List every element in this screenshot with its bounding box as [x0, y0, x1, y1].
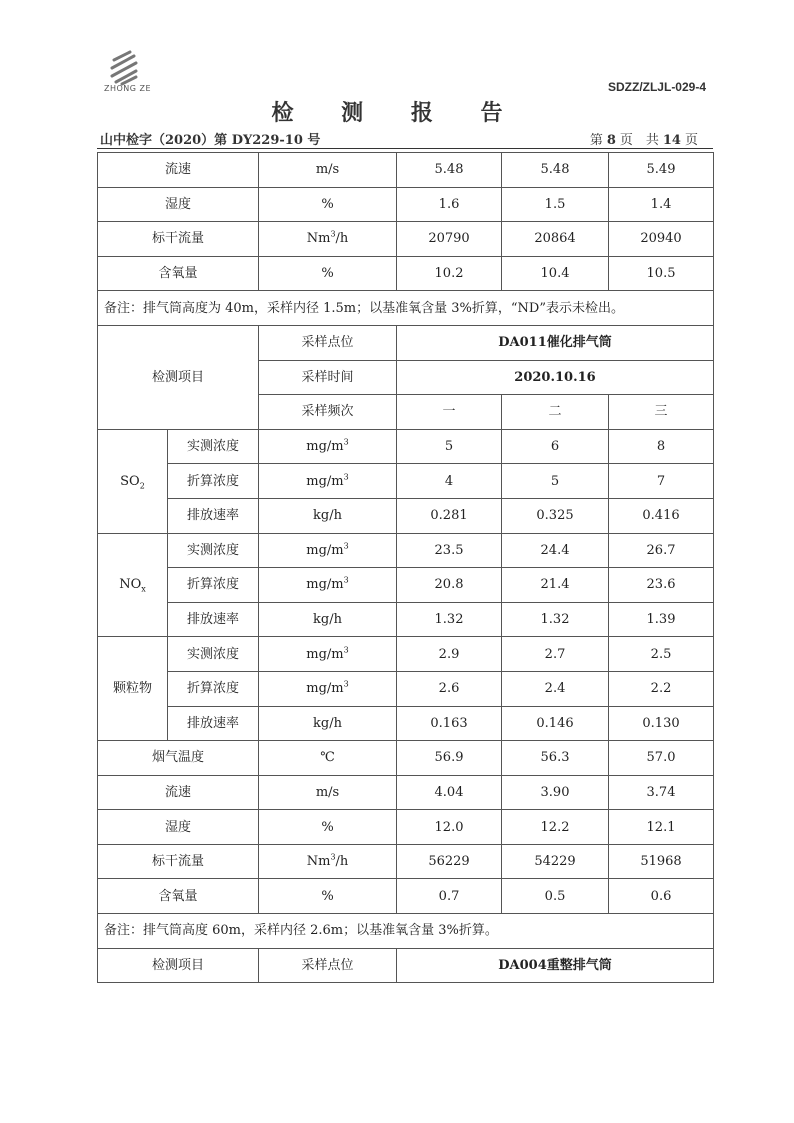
value-cell: 20864 [502, 222, 609, 257]
value-cell: 57.0 [609, 741, 714, 776]
unit-cell: ℃ [259, 741, 397, 776]
pollutant-nox: $NO_x$ [98, 533, 168, 637]
value-cell: 0.130 [609, 706, 714, 741]
value-cell: 10.2 [397, 256, 502, 291]
row-label: 烟气温度 [98, 741, 259, 776]
value-cell: 5 [397, 429, 502, 464]
value-cell: 3.74 [609, 775, 714, 810]
value-cell: 6 [502, 429, 609, 464]
metric-label: 排放速率 [168, 602, 259, 637]
table-row [98, 429, 714, 464]
value-cell: 51968 [609, 844, 714, 879]
value-cell: 3.90 [502, 775, 609, 810]
document-code: SDZZ/ZLJL-029-4 [607, 80, 706, 94]
value-cell: 10.4 [502, 256, 609, 291]
unit-cell: kg/h [259, 602, 397, 637]
unit-cell: Nm$^3$/h [259, 222, 397, 257]
value-cell: 12.2 [502, 810, 609, 845]
value-cell: 56229 [397, 844, 502, 879]
table-row [98, 291, 714, 326]
freq-label: 采样频次 [259, 395, 397, 430]
metric-label: 实测浓度 [168, 533, 259, 568]
freq-cell: 三 [609, 395, 714, 430]
table-row [98, 222, 714, 257]
value-cell: 2.9 [397, 637, 502, 672]
value-cell: 54229 [502, 844, 609, 879]
table-row [98, 914, 714, 949]
value-cell: 0.163 [397, 706, 502, 741]
table-row [98, 671, 714, 706]
table-row [98, 948, 714, 983]
unit-cell: m/s [259, 775, 397, 810]
value-cell: 2.7 [502, 637, 609, 672]
value-cell: 8 [609, 429, 714, 464]
value-cell: 0.146 [502, 706, 609, 741]
value-cell: 2.6 [397, 671, 502, 706]
time-label: 采样时间 [259, 360, 397, 395]
table-row [98, 464, 714, 499]
row-label: 流速 [98, 775, 259, 810]
value-cell: 1.39 [609, 602, 714, 637]
metric-label: 实测浓度 [168, 637, 259, 672]
table-row [98, 187, 714, 222]
table-row [98, 810, 714, 845]
table-row [98, 568, 714, 603]
value-cell: 1.6 [397, 187, 502, 222]
value-cell: 20790 [397, 222, 502, 257]
point-label: 采样点位 [259, 325, 397, 360]
table-row [98, 844, 714, 879]
value-cell: 0.325 [502, 498, 609, 533]
table-row [98, 775, 714, 810]
unit-cell: % [259, 879, 397, 914]
value-cell: 2.2 [609, 671, 714, 706]
unit-cell: % [259, 187, 397, 222]
value-cell: 56.3 [502, 741, 609, 776]
table-row [98, 602, 714, 637]
value-cell: 26.7 [609, 533, 714, 568]
value-cell: 2.5 [609, 637, 714, 672]
value-cell: 1.32 [502, 602, 609, 637]
value-cell: 20.8 [397, 568, 502, 603]
value-cell: 23.6 [609, 568, 714, 603]
unit-cell: kg/h [259, 498, 397, 533]
table-row [98, 741, 714, 776]
unit-cell: % [259, 256, 397, 291]
row-label: 含氧量 [98, 256, 259, 291]
unit-cell: m/s [259, 153, 397, 188]
table-row [98, 637, 714, 672]
value-cell: 0.281 [397, 498, 502, 533]
time-value: 2020.10.16 [397, 360, 714, 395]
row-label: 流速 [98, 153, 259, 188]
unit-cell: $mg/m^3$ [259, 533, 397, 568]
value-cell: 0.5 [502, 879, 609, 914]
note-cell: 备注：排气筒高度 60m，采样内径 2.6m；以基准氧含量 3%折算。 [98, 914, 714, 949]
value-cell: 1.5 [502, 187, 609, 222]
value-cell: 12.0 [397, 810, 502, 845]
value-cell: 5.48 [502, 153, 609, 188]
metric-label: 排放速率 [168, 706, 259, 741]
report-title: 检 测 报 告 [271, 100, 523, 126]
value-cell: 56.9 [397, 741, 502, 776]
unit-cell: % [259, 810, 397, 845]
unit-cell: $mg/m^3$ [259, 568, 397, 603]
row-label: 湿度 [98, 187, 259, 222]
table-row [98, 533, 714, 568]
value-cell: 24.4 [502, 533, 609, 568]
metric-label: 排放速率 [168, 498, 259, 533]
row-label: 标干流量 [98, 222, 259, 257]
item-header: 检测项目 [98, 948, 259, 983]
value-cell: 21.4 [502, 568, 609, 603]
unit-cell: $mg/m^3$ [259, 429, 397, 464]
value-cell: 7 [609, 464, 714, 499]
page-indicator: 第 8 页 共 14 页 [589, 133, 698, 148]
table-row [98, 706, 714, 741]
pollutant-so2: $SO_2$ [98, 429, 168, 533]
value-cell: 5 [502, 464, 609, 499]
value-cell: 5.49 [609, 153, 714, 188]
row-label: 湿度 [98, 810, 259, 845]
value-cell: 4.04 [397, 775, 502, 810]
table-row [98, 879, 714, 914]
item-header: 检测项目 [98, 325, 259, 429]
metric-label: 实测浓度 [168, 429, 259, 464]
value-cell: 5.48 [397, 153, 502, 188]
value-cell: 20940 [609, 222, 714, 257]
logo-text: ZHONG ZE [104, 84, 152, 93]
row-label: 标干流量 [98, 844, 259, 879]
table-row [98, 256, 714, 291]
freq-cell: 二 [502, 395, 609, 430]
note-cell: 备注：排气筒高度为 40m，采样内径 1.5m；以基准氧含量 3%折算，“ND”表示未检出。 [98, 291, 714, 326]
value-cell: 4 [397, 464, 502, 499]
header-rule [97, 148, 713, 149]
point-value: DA011催化排气筒 [397, 325, 714, 360]
value-cell: 1.4 [609, 187, 714, 222]
metric-label: 折算浓度 [168, 671, 259, 706]
value-cell: 10.5 [609, 256, 714, 291]
unit-cell: kg/h [259, 706, 397, 741]
row-label: 含氧量 [98, 879, 259, 914]
value-cell: 23.5 [397, 533, 502, 568]
monitoring-table [97, 152, 714, 983]
value-cell: 0.6 [609, 879, 714, 914]
value-cell: 0.416 [609, 498, 714, 533]
value-cell: 0.7 [397, 879, 502, 914]
unit-cell: Nm$^3$/h [259, 844, 397, 879]
report-number: 山中检字（2020）第 DY229-10 号 [100, 133, 321, 148]
freq-cell: 一 [397, 395, 502, 430]
table-row [98, 498, 714, 533]
unit-cell: $mg/m^3$ [259, 671, 397, 706]
table-row [98, 153, 714, 188]
unit-cell: $mg/m^3$ [259, 464, 397, 499]
point-value: DA004重整排气筒 [397, 948, 714, 983]
value-cell: 12.1 [609, 810, 714, 845]
point-label: 采样点位 [259, 948, 397, 983]
value-cell: 1.32 [397, 602, 502, 637]
metric-label: 折算浓度 [168, 464, 259, 499]
value-cell: 2.4 [502, 671, 609, 706]
pollutant-pm: 颗粒物 [98, 637, 168, 741]
table-row [98, 325, 714, 360]
metric-label: 折算浓度 [168, 568, 259, 603]
unit-cell: $mg/m^3$ [259, 637, 397, 672]
